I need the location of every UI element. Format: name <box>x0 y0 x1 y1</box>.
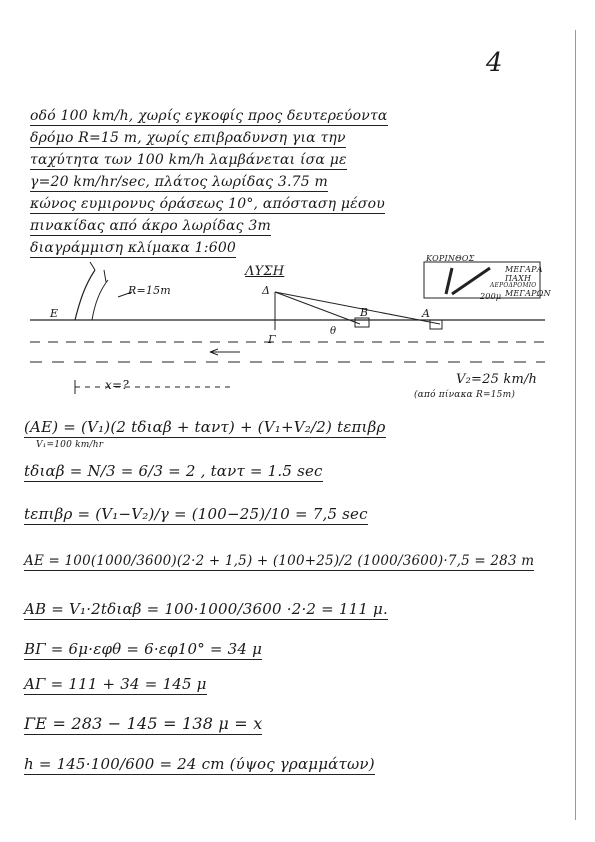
problem-line-1: οδό 100 km/h, χωρίς εγκοφίς προς δευτερεύοντα <box>30 108 388 124</box>
equation-ag: ΑΓ = 111 + 34 = 145 μ <box>24 675 207 693</box>
equation-letter-height: h = 145·100/600 = 24 cm (ύψος γραμμάτων) <box>24 755 375 773</box>
equation-ge: ΓΕ = 283 − 145 = 138 μ = x <box>24 714 263 733</box>
problem-line-2: δρόμο R=15 m, χωρίς επιβραδυνση για την <box>30 130 346 146</box>
problem-line-4: γ=20 km/hr/sec, πλάτος λωρίδας 3.75 m <box>30 174 328 190</box>
v2-note: V₂=25 km/h <box>456 372 538 387</box>
equation-bg: ΒΓ = 6μ·εφθ = 6·εφ10° = 34 μ <box>24 640 263 658</box>
sign-arrow-branch <box>452 268 490 294</box>
point-G: Γ <box>268 333 276 346</box>
equation-ab: ΑΒ = V₁·2tδιαβ = 100·1000/3600 ·2·2 = 111 μ. <box>24 600 388 618</box>
equation-ae-formula: (ΑΕ) = (V₁)(2 tδιαβ + tαντ) + (V₁+V₂/2) tεπιβρ <box>24 418 386 436</box>
problem-line-6: πινακίδας από άκρο λωρίδας 3m <box>30 218 271 234</box>
v1-note: V₁=100 km/hr <box>36 440 104 450</box>
problem-line-5: κώνος ευμιρονυς όράσεως 10°, απόσταση μέσου <box>30 196 385 212</box>
radius-label: R=15m <box>128 284 171 297</box>
car-A <box>430 320 442 329</box>
point-B: Β <box>360 306 369 319</box>
equation-deceleration-time: tεπιβρ = (V₁−V₂)/γ = (100−25)/10 = 7,5 sec <box>24 505 368 523</box>
point-D: Δ <box>262 284 271 297</box>
sign-text-5: ΜΕΓΑΡΩΝ <box>505 289 551 298</box>
sign-text-4: ΑΕΡΟΔΡΟΜΙΟ <box>490 282 537 289</box>
point-E: Ε <box>50 307 59 320</box>
problem-line-7: διαγράμμιση κλίμακα 1:600 <box>30 240 237 256</box>
equation-ae-value: ΑΕ = 100(1000/3600)(2·2 + 1,5) + (100+25)/2 (1000/3600)·7,5 = 283 m <box>24 553 535 569</box>
side-road-curve-2 <box>92 280 108 320</box>
solution-label: ΛΥΣΗ <box>245 264 285 279</box>
x-label: x=? <box>105 378 129 392</box>
sign-text-3: ΠΑΧΗ <box>505 274 532 283</box>
problem-line-3: ταχύτητα των 100 km/h λαμβάνεται ίσα με <box>30 152 347 168</box>
equation-times: tδιαβ = N/3 = 6/3 = 2 , tαντ = 1.5 sec <box>24 462 323 480</box>
side-road-curve <box>75 270 95 320</box>
sight-line <box>275 292 440 324</box>
v2-source: (από πίνακα R=15m) <box>414 390 516 400</box>
sign-distance: 200μ <box>480 292 502 301</box>
sign-text-1: ΚΟΡΙΝΘΟΣ <box>426 254 475 263</box>
page-number: 4 <box>486 48 503 78</box>
point-A: Α <box>422 307 431 320</box>
sign-arrow-stem <box>446 268 452 294</box>
theta-label: θ <box>330 326 337 337</box>
sign-text-2: ΜΕΓΑΡΑ <box>505 265 543 274</box>
